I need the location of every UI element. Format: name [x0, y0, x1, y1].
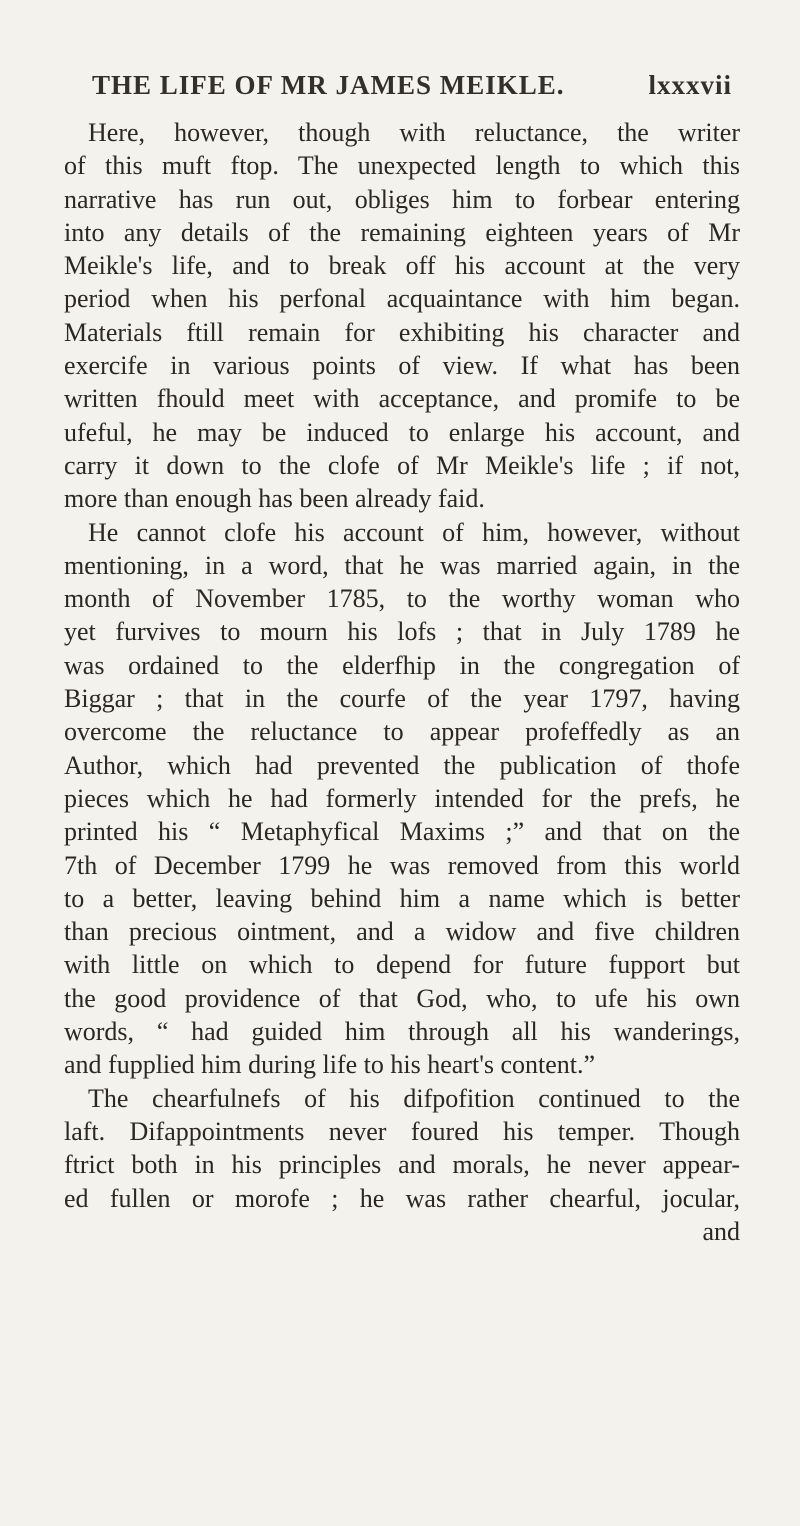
text-line: the good providence of that God, who, to ufe his own	[64, 983, 740, 1013]
text-line: than precious ointment, and a widow and five children	[64, 917, 740, 947]
text-line: was ordained to the elderfhip in the congregation of	[64, 650, 740, 680]
text-line: ufeful, he may be induced to enlarge his account, and	[64, 417, 740, 447]
text-line: with little on which to depend for future fupport but	[64, 950, 740, 980]
text-line: more than enough has been already faid.	[64, 484, 485, 514]
text-line: and fupplied him during life to his heart's content.”	[64, 1050, 596, 1080]
running-head	[92, 70, 732, 110]
text-line: laft. Difappointments never foured his temper. Though	[64, 1116, 740, 1146]
text-line: printed his “ Metaphyfical Maxims ;” and that on the	[64, 817, 740, 847]
text-line: narrative has run out, obliges him to forbear entering	[64, 184, 740, 214]
text-line: period when his perfonal acquaintance with him began.	[64, 284, 740, 314]
text-line: exercife in various points of view. If what has been	[64, 351, 740, 381]
text-line: written fhould meet with acceptance, and promife to be	[64, 384, 740, 414]
text-line: into any details of the remaining eighteen years of Mr	[64, 217, 740, 247]
text-line: Here, however, though with reluctance, the writer	[88, 118, 740, 147]
text-line: Biggar ; that in the courfe of the year 1797, having	[64, 684, 740, 714]
text-line: yet furvives to mourn his lofs ; that in July 1789 he	[64, 617, 740, 647]
text-line: He cannot clofe his account of him, however, without	[88, 517, 740, 547]
text-line: carry it down to the clofe of Mr Meikle's life ; if not,	[64, 450, 740, 480]
text-line: and	[702, 1216, 740, 1246]
body-text	[64, 116, 740, 1248]
text-line: overcome the reluctance to appear profeffedly as an	[64, 717, 740, 747]
text-line: Materials ftill remain for exhibiting his character and	[64, 317, 740, 347]
text-line: Author, which had prevented the publication of thofe	[64, 750, 740, 780]
text-line: of this muft ftop. The unexpected length to which this	[64, 151, 740, 181]
text-line: ed fullen or morofe ; he was rather chearful, jocular,	[64, 1183, 740, 1213]
text-line: ftrict both in his principles and morals, he never appear-	[64, 1150, 740, 1180]
page-number: lxxxvii	[648, 70, 732, 100]
text-line: Meikle's life, and to break off his account at the very	[64, 251, 740, 281]
text-line: month of November 1785, to the worthy woman who	[64, 584, 740, 614]
text-line: 7th of December 1799 he was removed from this world	[64, 850, 740, 880]
text-line: to a better, leaving behind him a name which is better	[64, 883, 740, 913]
text-line: words, “ had guided him through all his wanderings,	[64, 1017, 740, 1047]
text-line: The chearfulnefs of his difpofition continued to the	[88, 1083, 740, 1113]
running-title: THE LIFE OF MR JAMES MEIKLE.	[92, 70, 565, 100]
text-line: mentioning, in a word, that he was married again, in the	[64, 550, 740, 580]
text-line: pieces which he had formerly intended for the prefs, he	[64, 783, 740, 813]
